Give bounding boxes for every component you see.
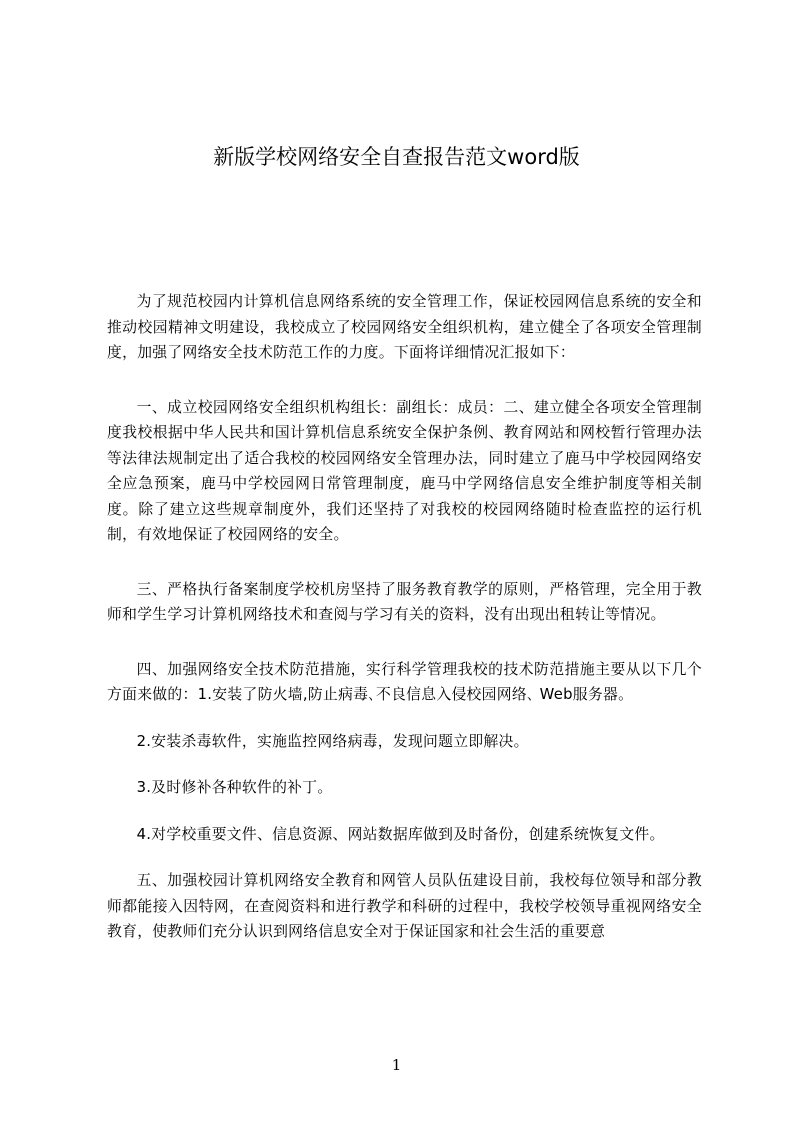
page-number: 1 [391,1056,402,1074]
paragraph-section-5: 五、加强校园计算机网络安全教育和网管人员队伍建设目前，我校每位领导和部分教师都能接入因特网，在查阅资料和进行教学和科研的过程中，我校学校领导重视网络安全教育，使教师们充分认识到网络信息安全对于保证国家和社会生活的重要意 [107,872,702,940]
paragraph-intro: 为了规范校园内计算机信息网络系统的安全管理工作，保证校园网信息系统的安全和推动校园精神文明建设，我校成立了校园网络安全组织机构，建立健全了各项安全管理制度，加强了网络安全技术防范工作的力度。下面将详细情况汇报如下： [107,293,702,361]
document-title: 新版学校网络安全自查报告范文word版 [213,145,580,169]
paragraph-section-4: 四、加强网络安全技术防范措施，实行科学管理我校的技术防范措施主要从以下几个方面来做的：1.安装了防火墙,防止病毒､不良信息入侵校园网络､ Web服务器。 [107,660,702,703]
paragraph-section-1-2: 一、成立校园网络安全组织机构组长：副组长：成员：二、建立健全各项安全管理制度我校根据中华人民共和国计算机信息系统安全保护条例、教育网站和网校暂行管理办法等法律法规制定出了适合我校的校园网络安全管理办法，同时建立了鹿马中学校园网络安全应急预案，鹿马中学校园网日常管理制度，鹿马中学网络信息安全维护制度等相关制度。除了建立这些规章制度外，我们还坚持了对我校的校园网络随时检查监控的运行机制，有效地保证了校园网络的安全。 [107,398,702,543]
paragraph-section-3: 三、严格执行备案制度学校机房坚持了服务教育教学的原则，严格管理，完全用于教师和学生学习计算机网络技术和查阅与学习有关的资料，没有出现出租转让等情况。 [107,580,702,623]
paragraph-item-3: 3.及时修补各种软件的补丁。 [136,779,333,796]
document-body [107,289,702,974]
paragraph-item-2: 2.安装杀毒软件，实施监控网络病毒，发现问题立即解决。 [136,732,529,750]
paragraph-item-4: 4.对学校重要文件、信息资源、网站数据库做到及时备份，创建系统恢复文件。 [136,825,665,843]
